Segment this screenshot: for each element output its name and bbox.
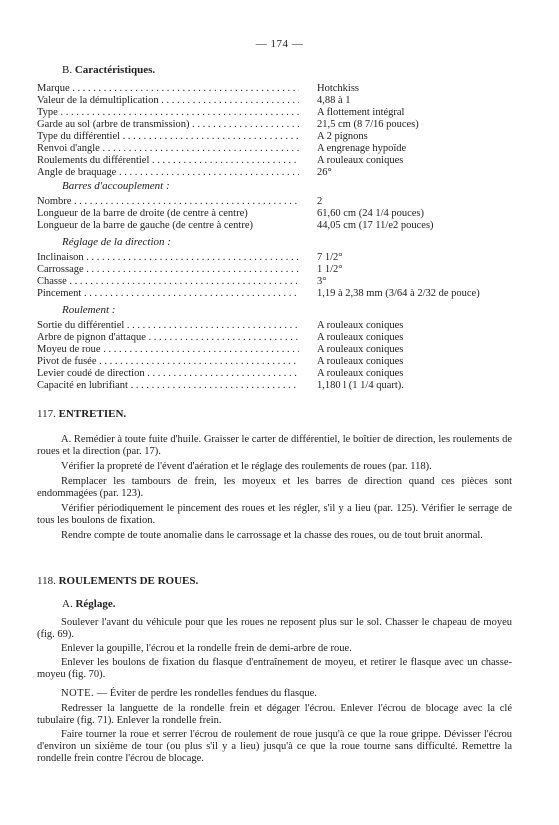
spec-row: [37, 276, 517, 288]
spec-value: A flottement intégral: [317, 107, 405, 118]
spec-value: A rouleaux coniques: [317, 344, 404, 355]
paragraph: Remplacer les tambours de frein, les moyeux et les barres de direction quand ces pièces sont endommagées (par. 123).: [37, 476, 512, 499]
spec-label: Marque . . .: [37, 83, 299, 95]
spec-label: Levier coudé de direction . . .: [37, 368, 299, 380]
spec-label: Longueur de la barre de gauche (de centre à centre): [37, 220, 253, 231]
section-b-title: Caractéristiques.: [74, 64, 156, 76]
spec-row: [37, 95, 517, 107]
spec-label: Type . . .: [37, 107, 299, 119]
spec-row: [37, 83, 517, 95]
spec-value: A engrenage hypoïde: [317, 143, 407, 154]
spec-label: Roulements du différentiel . . .: [37, 155, 299, 167]
spec-row: [37, 380, 517, 392]
spec-value: 7 1/2°: [317, 252, 343, 263]
subheading-roulement: Roulement :: [62, 304, 116, 316]
spec-row: [37, 143, 517, 155]
spec-value: 1,180 l (1 1/4 quart).: [317, 380, 404, 391]
spec-label: Longueur de la barre de droite (de centre à centre): [37, 208, 248, 219]
spec-label: Renvoi d'angle . . .: [37, 143, 299, 155]
spec-value: A rouleaux coniques: [317, 368, 404, 379]
spec-value: A 2 pignons: [317, 131, 368, 142]
spec-label: Nombre . . .: [37, 196, 299, 208]
spec-label: Inclinaison . . .: [37, 252, 299, 264]
paragraph: Soulever l'avant du véhicule pour que les roues ne reposent plus sur le sol. Chasser le chapeau de moyeu (fig. 69).: [37, 617, 512, 640]
spec-value: 4,88 à 1: [317, 95, 351, 106]
spec-label: Carrossage . . .: [37, 264, 299, 276]
section-b-prefix: B.: [62, 64, 73, 76]
spec-value: 21,5 cm (8 7/16 pouces): [317, 119, 419, 130]
spec-label: Capacité en lubrifiant . . .: [37, 380, 299, 392]
spec-row: [37, 155, 517, 167]
spec-label: Sortie du différentiel . . .: [37, 320, 299, 332]
spec-value: 2: [317, 196, 323, 207]
spec-label: Angle de braquage . . .: [37, 167, 299, 179]
spec-row: [37, 119, 517, 131]
spec-row: [37, 167, 517, 179]
spec-row: [37, 288, 517, 300]
spec-label: Type du différentiel . . .: [37, 131, 299, 143]
spec-value: A rouleaux coniques: [317, 320, 404, 331]
spec-row: [37, 344, 517, 356]
spec-value: A rouleaux coniques: [317, 332, 404, 343]
spec-label: Pivot de fusée . . .: [37, 356, 299, 368]
section-117-number: 117.: [37, 408, 56, 420]
note-text: — Éviter de perdre les rondelles fendues du flasque.: [96, 688, 317, 699]
spec-label: Valeur de la démultiplication . . .: [37, 95, 299, 107]
spec-value: A rouleaux coniques: [317, 356, 404, 367]
spec-row: [37, 320, 517, 332]
spec-label: Garde au sol (arbre de transmission) . . .: [37, 119, 299, 131]
spec-label: Arbre de pignon d'attaque . . .: [37, 332, 299, 344]
paragraph: Enlever les boulons de fixation du flasque d'entraînement de moyeu, et retirer le flasque avec un chasse-moyeu (fig. 70).: [37, 657, 512, 680]
paragraph: A. Remédier à toute fuite d'huile. Graisser le carter de différentiel, le boîtier de direction, les roulements de roues et la direction (par. 17).: [37, 434, 512, 457]
paragraph: Rendre compte de toute anomalie dans le carrossage et la chasse des roues, ou de tout bruit anormal.: [61, 530, 483, 541]
page-number: — 174 —: [255, 38, 304, 50]
note-paragraph: [37, 688, 512, 700]
paragraph: Faire tourner la roue et serrer l'écrou de roulement de roue jusqu'à ce que la roue grippe. Dévisser l'écrou d'environ un sixième de tour (ou plus s'il y a lieu) jusqu'à ce que la roue tourne sans difficulté. Remettre la rondelle frein contre l'écrou de blocage.: [37, 729, 512, 764]
spec-row: [37, 220, 517, 232]
spec-row: [37, 332, 517, 344]
subheading-barres: Barres d'accouplement :: [62, 180, 170, 192]
paragraph: Vérifier périodiquement le pincement des roues et les régler, s'il y a lieu (par. 125). Vérifier le serrage de tous les boulons de fixation.: [37, 503, 512, 526]
spec-value: 61,60 cm (24 1/4 pouces): [317, 208, 425, 219]
section-118a-prefix: A.: [62, 598, 73, 610]
spec-row: [37, 252, 517, 264]
spec-value: 3°: [317, 276, 327, 287]
section-118-number: 118.: [37, 575, 56, 587]
section-117-heading: [37, 408, 126, 420]
spec-value: 1 1/2°: [317, 264, 343, 275]
note-label: NOTE.: [61, 688, 95, 699]
section-118-heading: [37, 575, 198, 587]
spec-row: [37, 208, 517, 220]
subheading-reglage: Réglage de la direction :: [62, 236, 171, 248]
spec-value: 1,19 à 2,38 mm (3/64 à 2/32 de pouce): [317, 288, 480, 299]
spec-label: Moyeu de roue . . .: [37, 344, 299, 356]
spec-row: [37, 356, 517, 368]
spec-row: [37, 196, 517, 208]
section-b-heading: [62, 64, 155, 76]
spec-value: Hotchkiss: [317, 83, 359, 94]
spec-value: 26°: [317, 167, 332, 178]
paragraph: Redresser la languette de la rondelle frein et dégager l'écrou. Enlever l'écrou de blocage avec la clé tubulaire (fig. 71). Enlever la rondelle frein.: [37, 703, 512, 726]
spec-row: [37, 107, 517, 119]
spec-label: Pincement . . .: [37, 288, 299, 300]
spec-value: A rouleaux coniques: [317, 155, 404, 166]
spec-value: 44,05 cm (17 11/e2 pouces): [317, 220, 434, 231]
spec-row: [37, 264, 517, 276]
paragraph: Enlever la goupille, l'écrou et la rondelle frein de demi-arbre de roue.: [61, 643, 352, 654]
spec-row: [37, 131, 517, 143]
spec-row: [37, 368, 517, 380]
section-118a-title: Réglage.: [75, 598, 116, 610]
spec-label: Chasse . . .: [37, 276, 299, 288]
section-117-title: ENTRETIEN.: [58, 408, 127, 420]
paragraph: Vérifier la propreté de l'évent d'aération et le réglage des roulements de roues (par. 118).: [61, 461, 432, 472]
section-118a-heading: [62, 598, 115, 610]
section-118-title: ROULEMENTS DE ROUES.: [58, 575, 199, 587]
